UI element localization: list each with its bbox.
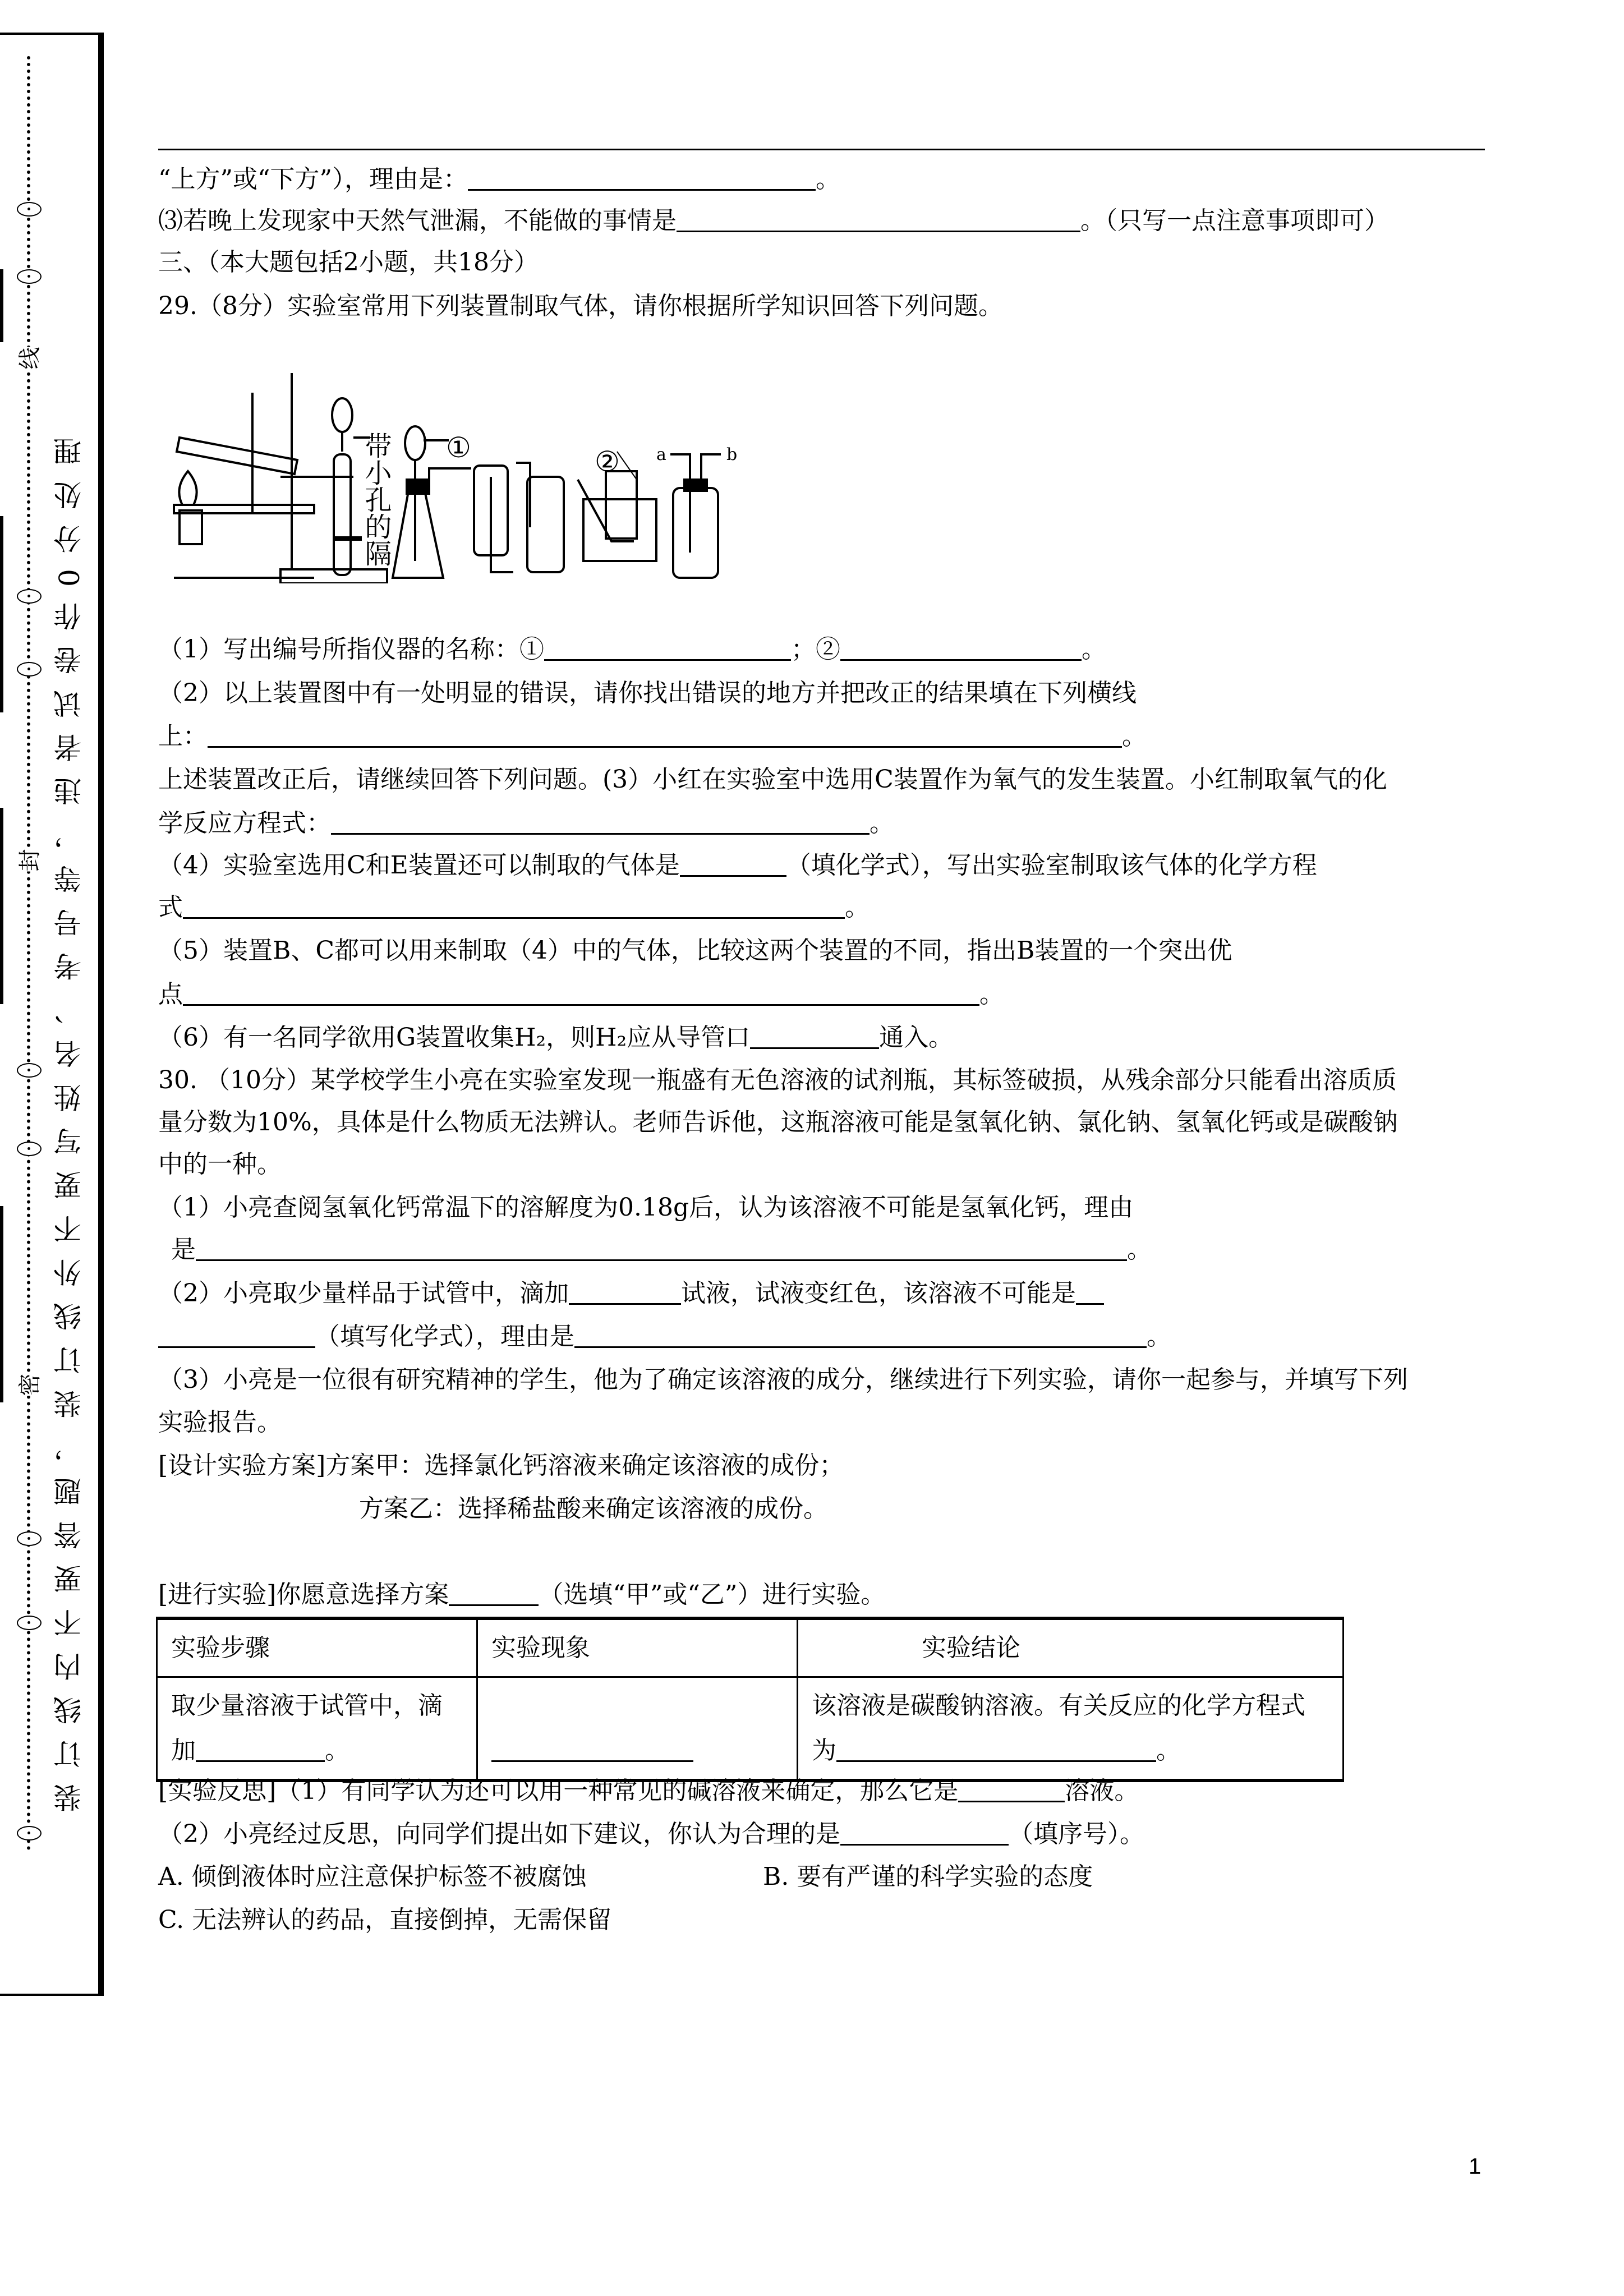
- q29-1: （1）写出编号所指仪器的名称：① ；② 。: [158, 635, 1106, 664]
- cell-step: 取少量溶液于试管中，滴 加 。: [157, 1677, 477, 1781]
- binding-hole-icon: [17, 269, 42, 284]
- q30-2b: （填写化学式），理由是 。: [158, 1321, 1171, 1352]
- seal-label-line: 线: [12, 347, 44, 370]
- svg-text:a: a: [656, 445, 666, 464]
- svg-text:②: ②: [595, 445, 620, 478]
- question-29-title: 29.（8分）实验室常用下列装置制取气体，请你根据所学知识回答下列问题。: [158, 292, 1003, 320]
- text-line: ⑶若晚上发现家中天然气泄漏，不能做的事情是 。（只写一点注意事项即可）: [158, 206, 1389, 235]
- q30-c: 中的一种。: [158, 1150, 282, 1179]
- answer-blank[interactable]: [958, 1778, 1065, 1802]
- binding-hole-icon: [17, 1063, 42, 1078]
- q30-3b: 实验报告。: [158, 1408, 282, 1437]
- q29-3a: 上述装置改正后，请继续回答下列问题。(3）小红在实验室中选用C装置作为氧气的发生装置。小红制取氧气的化: [158, 765, 1387, 794]
- header-rule: [158, 149, 1485, 150]
- answer-blank[interactable]: [196, 1738, 325, 1762]
- answer-blank-2[interactable]: [840, 637, 1082, 661]
- svg-text:带小孔的隔: 带小孔的隔: [360, 432, 392, 567]
- answer-blank[interactable]: [750, 1025, 879, 1049]
- option-a: A. 倾倒液体时应注意保护标签不被腐蚀: [158, 1862, 587, 1891]
- reflection-2: （2）小亮经过反思，向同学们提出如下建议，你认为合理的是 （填序号）。: [158, 1820, 1144, 1848]
- cell-phenomenon: [477, 1677, 798, 1781]
- answer-blank[interactable]: [449, 1582, 539, 1606]
- seal-label-seal: 封: [12, 849, 44, 872]
- answer-blank[interactable]: [574, 1324, 1147, 1348]
- svg-text:b: b: [726, 445, 738, 464]
- q29-2a: （2）以上装置图中有一处明显的错误，请你找出错误的地方并把改正的结果填在下列横线: [158, 679, 1137, 707]
- header-phenomenon: 实验现象: [477, 1618, 798, 1677]
- q30-1a: （1）小亮查阅氢氧化钙常温下的溶解度为0.18g后，认为该溶液不可能是氢氧化钙，理由: [158, 1193, 1134, 1222]
- margin-bar: [0, 808, 3, 1004]
- apparatus-diagram: [168, 359, 1290, 583]
- margin-bar: [0, 269, 3, 342]
- section-heading: 三、（本大题包括2小题，共18分）: [158, 248, 539, 277]
- binding-hole-icon: [17, 1826, 42, 1841]
- binding-hole-icon: [17, 662, 42, 677]
- answer-blank[interactable]: [158, 1324, 315, 1348]
- binding-hole-icon: [17, 1142, 42, 1156]
- margin-bar: [0, 1206, 3, 1402]
- q29-2b: 上： 。: [158, 722, 1147, 751]
- text-line: “上方”或“下方”），理由是： 。: [158, 165, 840, 194]
- answer-blank[interactable]: [196, 1237, 1127, 1261]
- answer-blank-1[interactable]: [544, 637, 791, 661]
- experiment-choice: [进行实验]你愿意选择方案 （选填“甲”或“乙”）进行实验。: [158, 1580, 886, 1609]
- q29-4b: 式 。: [158, 893, 869, 922]
- answer-blank[interactable]: [331, 811, 869, 835]
- option-c: C. 无法辨认的药品，直接倒掉，无需保留: [158, 1906, 612, 1934]
- q29-5a: （5）装置B、C都可以用来制取（4）中的气体，比较这两个装置的不同，指出B装置的一个突出优: [158, 936, 1232, 965]
- header-conclusion: 实验结论: [798, 1618, 1344, 1677]
- binding-hole-icon: [17, 1531, 42, 1546]
- option-b: B. 要有严谨的科学实验的态度: [763, 1862, 1093, 1891]
- apparatus-d-collector: [474, 466, 513, 572]
- q30-a: 30. （10分）某学校学生小亮在实验室发现一瓶盛有无色溶液的试剂瓶，其标签破损，从残余部分只能看出溶质质: [158, 1066, 1397, 1094]
- q29-4a: （4）实验室选用C和E装置还可以制取的气体是 （填化学式），写出实验室制取该气体的化学方程: [158, 851, 1317, 880]
- answer-blank[interactable]: [680, 853, 786, 877]
- binding-hole-icon: [17, 1616, 42, 1630]
- svg-text:①: ①: [446, 431, 471, 464]
- cell-conclusion: 该溶液是碳酸钠溶液。有关反应的化学方程式 为 。: [798, 1677, 1344, 1781]
- apparatus-e-collector: [516, 463, 564, 572]
- plan-a: [设计实验方案]方案甲：选择氯化钙溶液来确定该溶液的成份；: [158, 1451, 844, 1480]
- binding-dotted-line: [27, 56, 30, 1851]
- header-step: 实验步骤: [157, 1618, 477, 1677]
- answer-blank[interactable]: [468, 167, 816, 191]
- q30-b: 量分数为10%，具体是什么物质无法辨认。老师告诉他，这瓶溶液可能是氢氧化钠、氯化钠、氢氧化钙或是碳酸钠: [158, 1108, 1398, 1137]
- apparatus-g-gas-bottle: [670, 454, 721, 578]
- answer-blank[interactable]: [836, 1738, 1156, 1762]
- answer-blank[interactable]: [677, 208, 1080, 232]
- binding-notice: 装订线内不要答题，装订线外不要写姓名、考号等，违者试卷作0分处理: [53, 422, 86, 1812]
- seal-label-secret: 密: [12, 1374, 44, 1396]
- q29-5b: 点 。: [158, 980, 1004, 1009]
- answer-blank[interactable]: [840, 1821, 1009, 1846]
- answer-blank[interactable]: [183, 895, 845, 919]
- apparatus-a-heating: [174, 393, 314, 578]
- page-number: 1: [1469, 2154, 1482, 2179]
- q29-3b: 学反应方程式： 。: [158, 809, 894, 838]
- binding-hole-icon: [17, 589, 42, 604]
- binding-hole-icon: [17, 202, 42, 217]
- reflection-1: [实验反思]（1）有同学认为还可以用一种常见的碱溶液来确定，那么它是 溶液。: [158, 1777, 1139, 1805]
- q29-6: （6）有一名同学欲用G装置收集H₂，则H₂应从导管口 通入。: [158, 1023, 954, 1052]
- q30-2a: （2）小亮取少量样品于试管中，滴加 试液，试液变红色，该溶液不可能是: [158, 1278, 1104, 1309]
- answer-blank[interactable]: [491, 1738, 693, 1762]
- q30-1b: 是 。: [171, 1235, 1152, 1264]
- answer-blank[interactable]: [183, 982, 979, 1006]
- plan-b: 方案乙：选择稀盐酸来确定该溶液的成份。: [359, 1494, 828, 1523]
- q30-3a: （3）小亮是一位很有研究精神的学生，他为了确定该溶液的成分，继续进行下列实验，请你一起参与，并填写下列: [158, 1365, 1408, 1394]
- answer-blank[interactable]: [208, 724, 1122, 748]
- experiment-report-table: [156, 1617, 1344, 1782]
- answer-blank[interactable]: [569, 1281, 681, 1305]
- margin-bar: [0, 516, 3, 712]
